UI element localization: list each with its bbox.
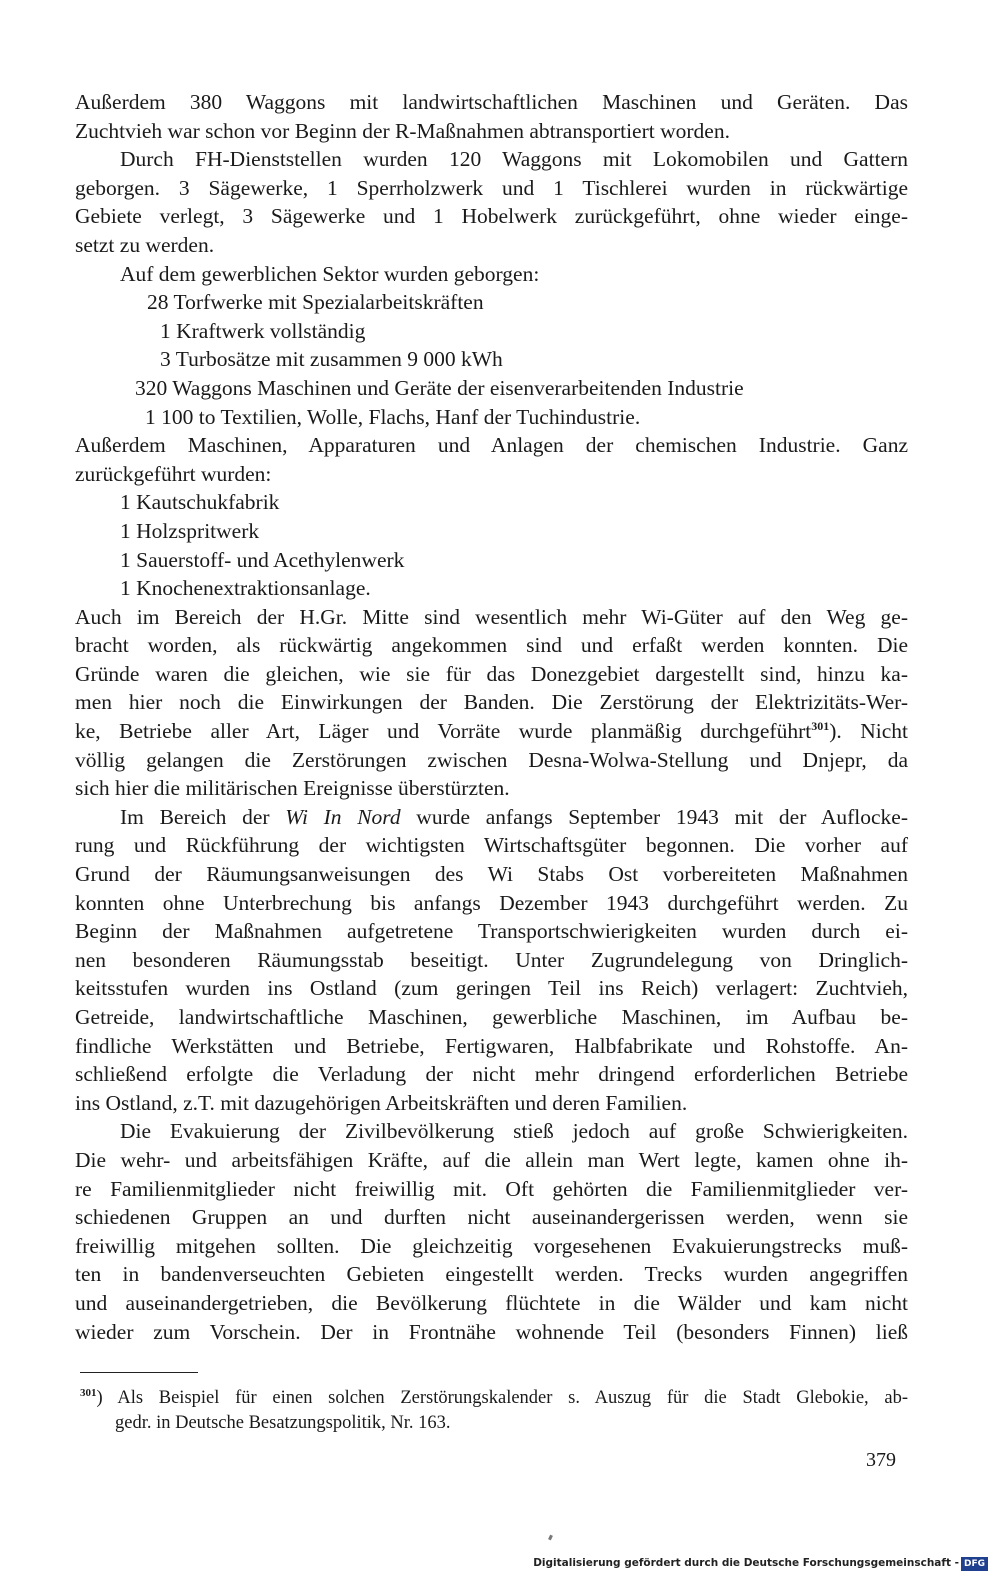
list-item: 28 Torfwerke mit Spezialarbeitskräften bbox=[147, 290, 484, 315]
text-line: rung und Rückführung der wichtigsten Wirtschaftsgüter begonnen. Die vorher auf bbox=[75, 833, 908, 858]
footnote bbox=[80, 1386, 908, 1436]
footnote-line: gedr. in Deutsche Besatzungspolitik, Nr. 163. bbox=[115, 1413, 451, 1433]
scan-speck bbox=[548, 1535, 553, 1541]
text-segment: wurde anfangs September 1943 mit der Auflocke- bbox=[400, 804, 908, 829]
text-segment: Im Bereich der bbox=[120, 804, 286, 829]
text-segment: ). Nicht bbox=[829, 719, 908, 744]
text-line-with-footnote-ref bbox=[75, 717, 908, 746]
footnote-line bbox=[80, 1386, 908, 1411]
text-line: setzt zu werden. bbox=[75, 232, 215, 257]
text-line: sich hier die militärischen Ereignisse überstürzten. bbox=[75, 776, 510, 801]
text-line: men hier noch die Einwirkungen der Banden. Die Zerstörung der Elektrizitäts-Wer- bbox=[75, 690, 908, 715]
text-line: Außerdem Maschinen, Apparaturen und Anlagen der chemischen Industrie. Ganz bbox=[75, 433, 908, 458]
text-line: Grund der Räumungsanweisungen des Wi Stabs Ost vorbereiteten Maßnahmen bbox=[75, 862, 908, 887]
text-line: freiwillig mitgehen sollten. Die gleichzeitig vorgesehenen Evakuierungstrecks muß- bbox=[75, 1233, 908, 1258]
text-line: Außerdem 380 Waggons mit landwirtschaftlichen Maschinen und Geräten. Das bbox=[75, 90, 908, 114]
footnote-text: ) Als Beispiel für einen solchen Zerstörungskalender s. Auszug für die Stadt Glebokie, ab- bbox=[96, 1388, 908, 1408]
text-line: schließend erfolgte die Verladung der nicht mehr dringend erforderlichen Betriebe bbox=[75, 1062, 908, 1087]
footnote-mark: 301 bbox=[80, 1387, 97, 1399]
text-line: geborgen. 3 Sägewerke, 1 Sperrholzwerk und 1 Tischlerei wurden in rückwärtige bbox=[75, 175, 908, 200]
page-number: 379 bbox=[866, 1449, 896, 1471]
text-segment: ke, Betriebe aller Art, Läger und Vorräte wurde planmäßig durchgeführt bbox=[75, 719, 812, 744]
list-item: 3 Turbosätze mit zusammen 9 000 kWh bbox=[160, 347, 503, 372]
list-item: 1 Sauerstoff- und Acethylenwerk bbox=[120, 547, 405, 572]
emphasized-term: Wi In Nord bbox=[285, 804, 401, 829]
text-line: Durch FH-Dienststellen wurden 120 Waggons mit Lokomobilen und Gattern bbox=[120, 147, 908, 172]
dfg-logo: DFG bbox=[961, 1557, 988, 1571]
text-line: Die wehr- und arbeitsfähigen Kräfte, auf die allein man Wert legte, kamen ohne ih- bbox=[75, 1147, 908, 1172]
text-line: findliche Werkstätten und Betriebe, Fertigwaren, Halbfabrikate und Rohstoffe. An- bbox=[75, 1033, 908, 1058]
text-line: zurückgeführt wurden: bbox=[75, 461, 272, 486]
text-line: Getreide, landwirtschaftliche Maschinen, gewerbliche Maschinen, im Aufbau be- bbox=[75, 1005, 908, 1029]
list-item: 1 Knochenextraktionsanlage. bbox=[120, 576, 371, 601]
text-line: Auch im Bereich der H.Gr. Mitte sind wesentlich mehr Wi-Güter auf den Weg ge- bbox=[75, 604, 908, 629]
text-line: keitsstufen wurden ins Ostland (zum geringen Teil ins Reich) verlagert: Zuchtvieh, bbox=[75, 976, 908, 1001]
text-line: Gründe waren die gleichen, wie sie für das Donezgebiet dargestellt sind, hinzu ka- bbox=[75, 661, 908, 686]
text-line: Beginn der Maßnahmen aufgetretene Transportschwierigkeiten wurden durch ei- bbox=[75, 919, 908, 944]
text-line: schiedenen Gruppen an und durften nicht auseinandergerissen werden, wenn sie bbox=[75, 1205, 908, 1230]
text-line-with-emphasis bbox=[75, 803, 908, 832]
text-line: Zuchtvieh war schon vor Beginn der R-Maßnahmen abtransportiert worden. bbox=[75, 118, 730, 143]
text-line: wieder zum Vorschein. Der in Frontnähe wohnende Teil (besonders Finnen) ließ bbox=[75, 1319, 908, 1344]
text-line: Auf dem gewerblichen Sektor wurden geborgen: bbox=[120, 261, 540, 286]
page-body bbox=[75, 88, 908, 1346]
text-line: nen besonderen Räumungsstab beseitigt. Unter Zugrundelegung von Dringlich- bbox=[75, 947, 908, 972]
text-line: völlig gelangen die Zerstörungen zwischen Desna-Wolwa-Stellung und Dnjepr, da bbox=[75, 747, 908, 772]
text-line: Die Evakuierung der Zivilbevölkerung stieß jedoch auf große Schwierigkeiten. bbox=[120, 1119, 908, 1144]
text-line: ins Ostland, z.T. mit dazugehörigen Arbeitskräften und deren Familien. bbox=[75, 1090, 688, 1115]
text-line: re Familienmitglieder nicht freiwillig mit. Oft gehörten die Familienmitglieder ver- bbox=[75, 1176, 908, 1201]
footnote-divider bbox=[80, 1372, 198, 1373]
list-item: 1 Kautschukfabrik bbox=[120, 490, 280, 515]
text-line: ten in bandenverseuchten Gebieten eingestellt werden. Trecks wurden angegriffen bbox=[75, 1262, 908, 1287]
digitization-banner bbox=[533, 1556, 988, 1571]
text-line: Gebiete verlegt, 3 Sägewerke und 1 Hobelwerk zurückgeführt, ohne wieder einge- bbox=[75, 204, 908, 229]
list-item: 1 Kraftwerk vollständig bbox=[160, 318, 366, 343]
text-line: bracht worden, als rückwärtig angekommen sind und erfaßt werden konnten. Die bbox=[75, 633, 908, 658]
text-line: konnten ohne Unterbrechung bis anfangs Dezember 1943 durchgeführt werden. Zu bbox=[75, 890, 908, 915]
footnote-reference[interactable]: 301 bbox=[811, 719, 830, 734]
text-line: und auseinandergetrieben, die Bevölkerung flüchtete in die Wälder und kam nicht bbox=[75, 1290, 908, 1315]
banner-text: Digitalisierung gefördert durch die Deutsche Forschungsgemeinschaft - bbox=[533, 1557, 959, 1569]
list-item: 320 Waggons Maschinen und Geräte der eisenverarbeitenden Industrie bbox=[135, 375, 744, 400]
list-item: 1 Holzspritwerk bbox=[120, 518, 260, 543]
list-item: 1 100 to Textilien, Wolle, Flachs, Hanf der Tuchindustrie. bbox=[145, 404, 641, 429]
